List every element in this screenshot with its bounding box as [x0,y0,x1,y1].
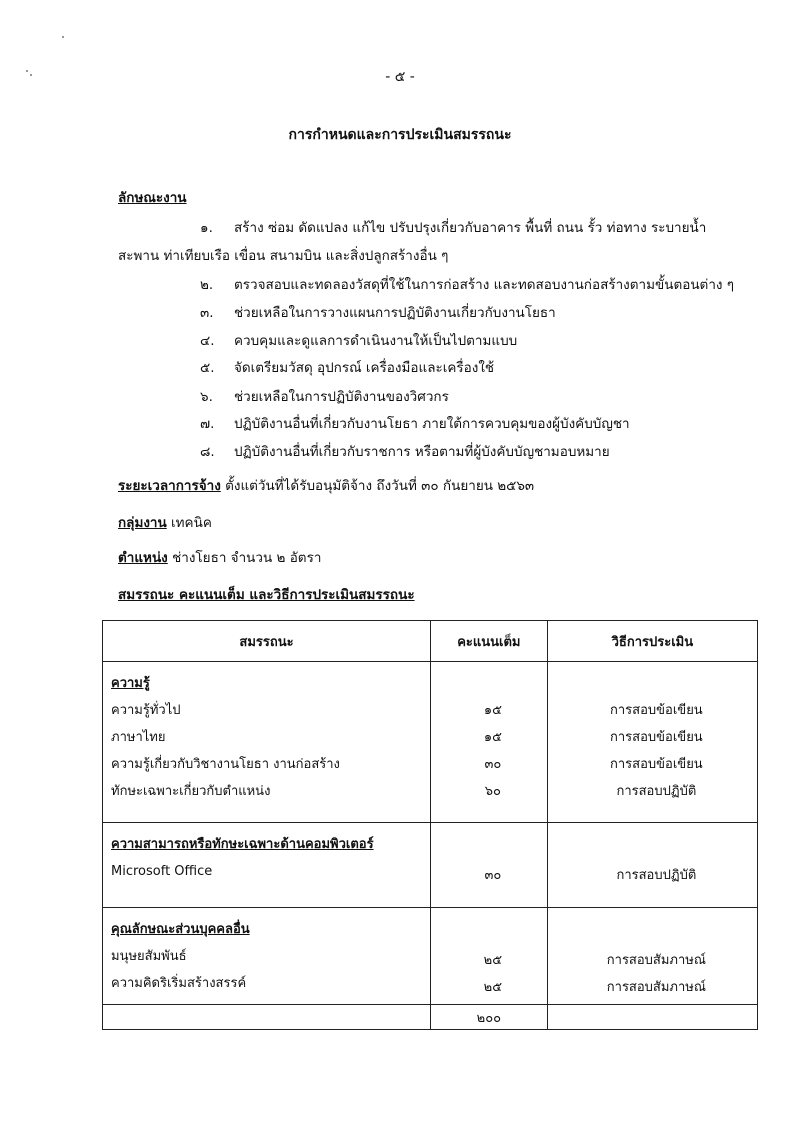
table-total-row [103,1005,758,1030]
table-section-computer [103,823,758,908]
employment-period-value: ตั้งแต่วันที่ได้รับอนุมัติจ้าง ถึงวันที่ ๓๐ กันยายน ๒๕๖๓ [225,478,535,494]
page-title: การกำหนดและการประเมินสมรรถนะ [288,127,512,143]
table-section-knowledge [103,662,758,823]
table-row-score: ๓๐ [484,757,502,772]
employment-period-label: ระยะเวลาการจ้าง [118,478,221,494]
table-row-score: ๖๐ [484,784,501,799]
work-group-value: เทคนิค [171,515,212,531]
work-group [118,511,212,533]
job-item-number: ๖. [200,389,213,405]
table-row-name: ความรู้เกี่ยวกับวิชางานโยธา งานก่อสร้าง [111,757,340,772]
header-method: วิธีการประเมิน [547,621,757,662]
position [118,546,321,568]
table-row-name: ความคิดริเริ่มสร้างสรรค์ [111,976,247,991]
job-item-text: ช่วยเหลือในการวางแผนการปฏิบัติงานเกี่ยวกับงานโยธา [234,305,556,321]
job-item-number: ๓. [200,305,214,321]
table-row-method: การสอบปฏิบัติ [616,868,697,883]
job-item-number: ๑. [200,220,213,236]
table-row-method: การสอบข้อเขียน [610,757,703,772]
job-item-1 [200,216,706,238]
job-item-number: ๕. [200,360,215,376]
job-item-text: ช่วยเหลือในการปฏิบัติงานของวิศวกร [234,389,449,405]
job-item-3 [200,301,556,323]
table-row-name: ภาษาไทย [111,730,166,745]
scan-speck [62,36,64,38]
job-characteristics-heading: ลักษณะงาน [118,190,187,206]
job-item-number: ๔. [200,333,215,349]
table-row-name: Microsoft Office [111,864,213,879]
employment-period [118,474,534,496]
section-heading: ความรู้ [111,676,150,691]
job-item-1-continuation: สะพาน ท่าเทียบเรือ เขื่อน สนามบิน และสิ่งปลูกสร้างอื่น ๆ [118,248,449,264]
competency-heading: สมรรถนะ คะแนนเต็ม และวิธีการประเมินสมรรถนะ [118,587,415,603]
job-item-text: สร้าง ซ่อม ดัดแปลง แก้ไข ปรับปรุงเกี่ยวกับอาคาร พื้นที่ ถนน รั้ว ท่อทาง ระบายน้ำ [234,220,707,236]
table-row-method: การสอบสัมภาษณ์ [606,953,706,968]
header-competency: สมรรถนะ [103,621,431,662]
table-total-score: ๒๐๐ [431,1005,548,1030]
page-number: - ๕ - [385,69,415,85]
job-item-number: ๗. [200,416,215,432]
table-section-personal [103,908,758,1005]
table-header-row [103,621,758,662]
table-row-score: ๑๕ [483,730,502,745]
table-row-score: ๒๕ [483,980,503,995]
table-row-method: การสอบข้อเขียน [610,730,703,745]
table-row-method: การสอบปฏิบัติ [616,784,697,799]
header-full-score: คะแนนเต็ม [431,621,548,662]
table-row-name: มนุษยสัมพันธ์ [111,949,187,964]
job-item-text: ปฏิบัติงานอื่นที่เกี่ยวกับราชการ หรือตามที่ผู้บังคับบัญชามอบหมาย [234,444,610,460]
table-row-score: ๑๕ [483,703,502,718]
job-item-7 [200,412,630,434]
table-row-name: ทักษะเฉพาะเกี่ยวกับตำแหน่ง [111,784,271,799]
work-group-label: กลุ่มงาน [118,515,167,531]
job-item-8 [200,440,610,462]
job-item-text: ควบคุมและดูแลการดำเนินงานให้เป็นไปตามแบบ [234,333,518,349]
job-item-text: ปฏิบัติงานอื่นที่เกี่ยวกับงานโยธา ภายใต้การควบคุมของผู้บังคับบัญชา [234,416,630,432]
competency-table [102,620,758,1030]
table-row-name: ความรู้ทั่วไป [111,703,181,718]
job-item-6 [200,385,449,407]
job-item-number: ๒. [200,277,214,293]
section-heading: คุณลักษณะส่วนบุคคลอื่น [111,922,250,937]
table-row-method: การสอบสัมภาษณ์ [606,980,706,995]
job-item-4 [200,329,517,351]
job-item-text: จัดเตรียมวัสดุ อุปกรณ์ เครื่องมือและเครื่องใช้ [234,360,495,376]
job-item-text: ตรวจสอบและทดลองวัสดุที่ใช้ในการก่อสร้าง และทดสอบงานก่อสร้างตามขั้นตอนต่าง ๆ [234,277,735,293]
position-label: ตำแหน่ง [118,550,168,566]
table-row-score: ๓๐ [484,868,502,883]
job-item-2 [200,273,734,295]
table-row-method: การสอบข้อเขียน [610,703,703,718]
job-item-number: ๘. [200,444,215,460]
job-item-5 [200,356,494,378]
position-value: ช่างโยธา จำนวน ๒ อัตรา [172,550,322,566]
section-heading: ความสามารถหรือทักษะเฉพาะด้านคอมพิวเตอร์ [111,837,374,852]
table-row-score: ๒๕ [483,953,503,968]
